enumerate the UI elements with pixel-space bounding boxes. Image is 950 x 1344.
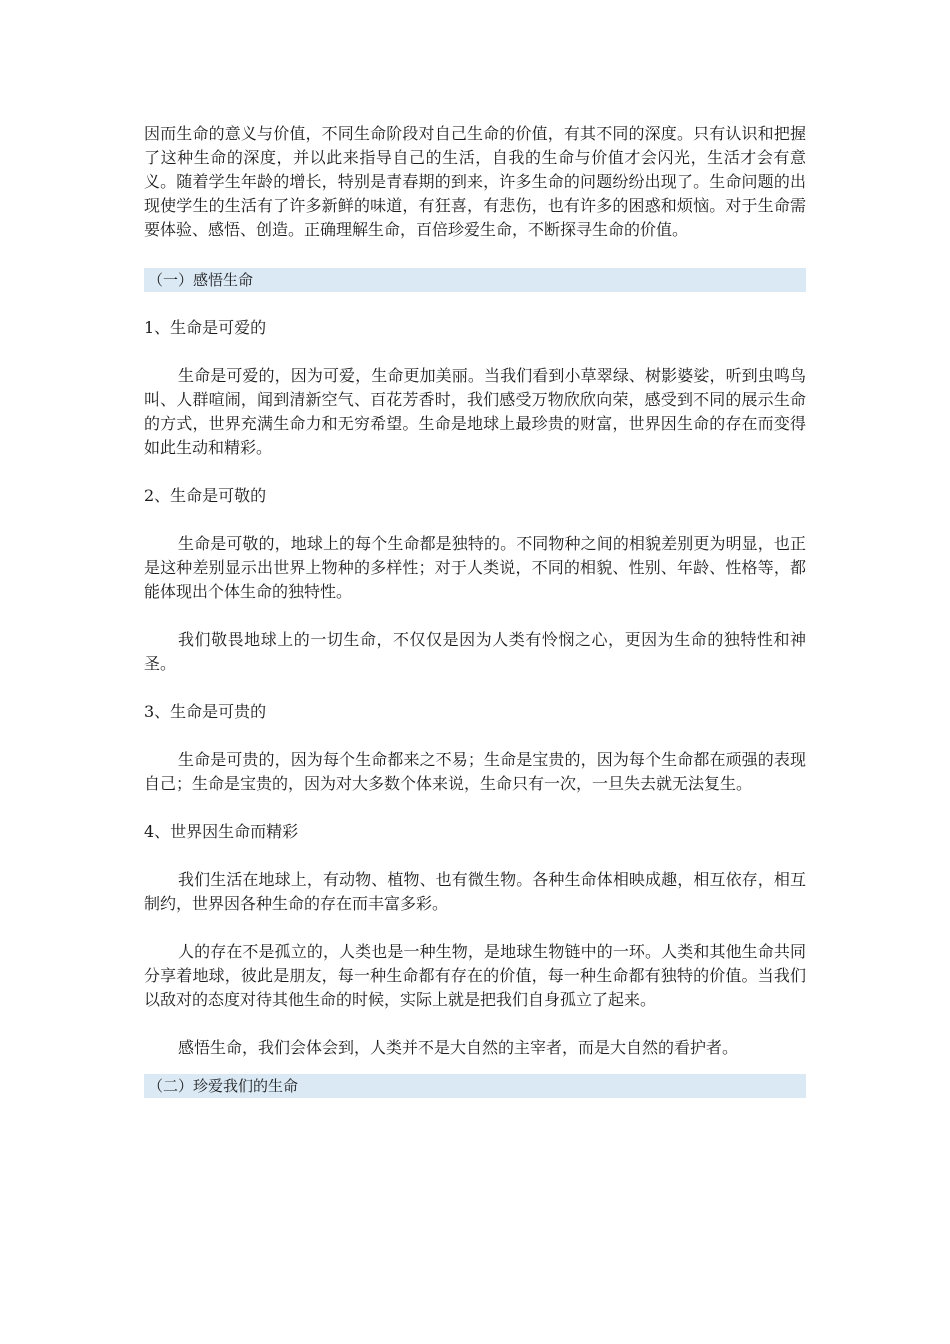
paragraph-3: 生命是可贵的，因为每个生命都来之不易；生命是宝贵的，因为每个生命都在顽强的表现自己；生命是宝贵的，因为对大多数个体来说，生命只有一次，一旦失去就无法复生。 (144, 750, 806, 793)
heading-1: 1、生命是可爱的 (144, 318, 267, 337)
paragraph-4a: 我们生活在地球上，有动物、植物、也有微生物。各种生命体相映成趣，相互依存，相互制约，世界因各种生命的存在而丰富多彩。 (144, 870, 806, 913)
paragraph-4b: 人的存在不是孤立的，人类也是一种生物，是地球生物链中的一环。人类和其他生命共同分享着地球，彼此是朋友，每一种生命都有存在的价值，每一种生命都有独特的价值。当我们以敌对的态度对待其他生命的时候，实际上就是把我们自身孤立了起来。 (144, 942, 806, 1009)
section-title-2: （二）珍爱我们的生命 (144, 1074, 806, 1098)
section-title-1: （一）感悟生命 (144, 268, 806, 292)
document-page (144, 122, 806, 1122)
heading-4: 4、世界因生命而精彩 (144, 822, 299, 841)
heading-2: 2、生命是可敬的 (144, 486, 267, 505)
paragraph-2b: 我们敬畏地球上的一切生命，不仅仅是因为人类有怜悯之心，更因为生命的独特性和神圣。 (144, 630, 806, 673)
paragraph-2a: 生命是可敬的，地球上的每个生命都是独特的。不同物种之间的相貌差别更为明显，也正是这种差别显示出世界上物种的多样性；对于人类说，不同的相貌、性别、年龄、性格等，都能体现出个体生命的独特性。 (144, 534, 806, 601)
intro-paragraph: 因而生命的意义与价值，不同生命阶段对自己生命的价值，有其不同的深度。只有认识和把握了这种生命的深度，并以此来指导自己的生活，自我的生命与价值才会闪光，生活才会有意义。随着学生年龄的增长，特别是青春期的到来，许多生命的问题纷纷出现了。生命问题的出现使学生的生活有了许多新鲜的味道，有狂喜，有悲伤，也有许多的困惑和烦恼。对于生命需要体验、感悟、创造。正确理解生命，百倍珍爱生命，不断探寻生命的价值。 (144, 124, 806, 239)
paragraph-1: 生命是可爱的，因为可爱，生命更加美丽。当我们看到小草翠绿、树影婆娑，听到虫鸣鸟叫、人群喧闹，闻到清新空气、百花芳香时，我们感受万物欣欣向荣，感受到不同的展示生命的方式，世界充满生命力和无穷希望。生命是地球上最珍贵的财富，世界因生命的存在而变得如此生动和精彩。 (144, 366, 806, 457)
heading-3: 3、生命是可贵的 (144, 702, 267, 721)
paragraph-4c: 感悟生命，我们会体会到，人类并不是大自然的主宰者，而是大自然的看护者。 (178, 1038, 739, 1057)
